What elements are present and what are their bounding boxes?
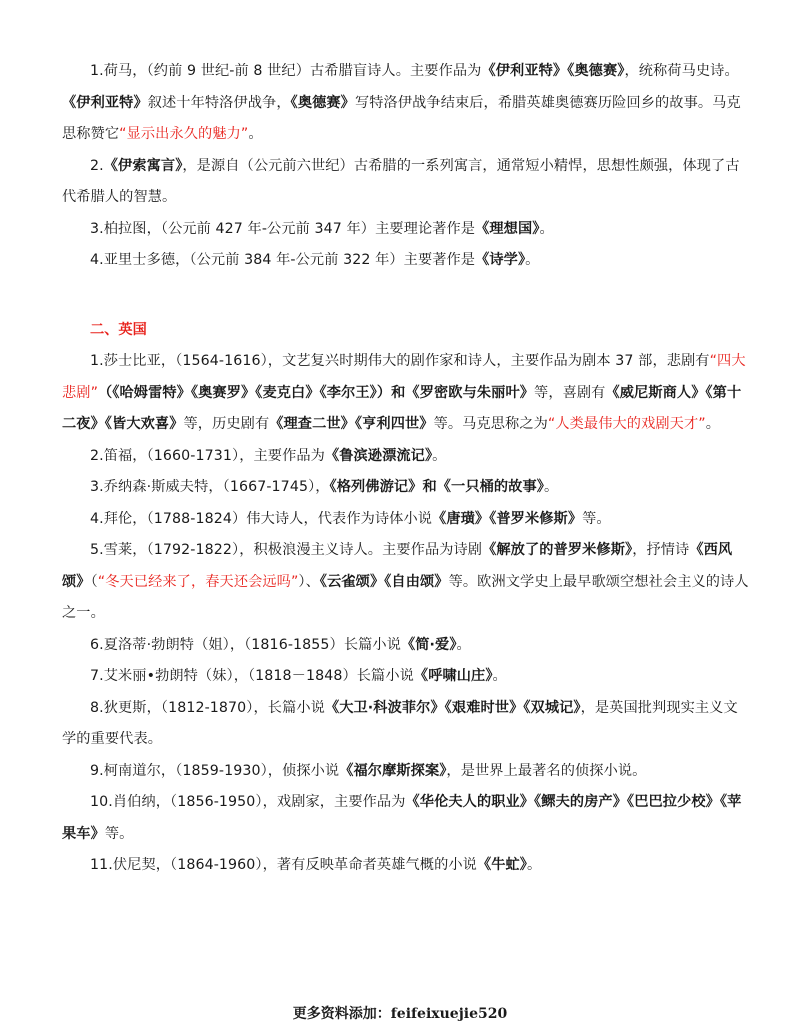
paragraph-aesop: 2.《伊索寓言》，是源自（公元前六世纪）古希腊的一系列寓言，通常短小精悍，思想性颇强，体现了古代希腊人的智慧。: [62, 157, 740, 205]
work-title: 《威尼斯商人》《第十二夜》《皆大欢喜》: [62, 384, 742, 432]
paragraph-homer: 1.荷马，（约前 9 世纪-前 8 世纪）古希腊盲诗人。主要作品为《伊利亚特》《奥德赛》，统称荷马史诗。《伊利亚特》叙述十年特洛伊战争，《奥德赛》写特洛伊战争结束后，希腊英雄奥德赛历险回乡的故事。马克思称赞它“显示出永久的魅力”。: [62, 63, 741, 142]
paragraph-shelley: 5.雪莱，（1792-1822），积极浪漫主义诗人。主要作品为诗剧《解放了的普罗米修斯》，抒情诗《西风颂》（“冬天已经来了，春天还会远吗”）、《云雀颂》《自由颂》等。欧洲文学史上最早歌颂空想社会主义的诗人之一。: [62, 542, 749, 621]
highlight-quote: “冬天已经来了，春天还会远吗”: [97, 573, 299, 590]
paragraph-plato: 3.柏拉图，（公元前 427 年-公元前 347 年）主要理论著作是《理想国》。: [90, 220, 554, 237]
section-heading-england: 二、英国: [90, 321, 147, 338]
paragraph-dickens: 8.狄更斯，（1812-1870），长篇小说《大卫·科波菲尔》《艰难时世》《双城记》，是英国批判现实主义文学的重要代表。: [62, 699, 738, 747]
work-title: 《西风颂》: [62, 542, 733, 590]
work-title: 《鲁滨逊漂流记》: [324, 447, 433, 464]
work-title: 《奥德赛》: [290, 94, 355, 111]
paragraph-shaw: 10.肖伯纳，（1856-1950），戏剧家，主要作品为《华伦夫人的职业》《鳏夫的房产》《巴巴拉少校》《苹果车》等。: [62, 794, 742, 842]
highlight-quote: “人类最伟大的戏剧天才”: [547, 416, 706, 432]
work-title: 《诗学》: [475, 252, 526, 268]
work-title: 《呼啸山庄》: [413, 668, 493, 684]
work-title: 《奥德赛》: [567, 63, 625, 79]
work-title: 《解放了的普罗米修斯》: [482, 542, 633, 558]
work-title: 《理查二世》《亨利四世》: [269, 416, 434, 432]
paragraph-emily-bronte: 7.艾米丽•勃朗特（妹），（1818－1848）长篇小说《呼啸山庄》。: [90, 668, 507, 684]
paragraph-defoe: 2.笛福，（1660-1731），主要作品为《鲁滨逊漂流记》。: [90, 447, 447, 464]
work-title: 《伊利亚特》: [62, 94, 148, 111]
highlight-quote: “显示出永久的魅力”: [119, 126, 249, 142]
work-title: 《大卫·科波菲尔》《艰难时世》《双城记》: [324, 699, 581, 716]
paragraph-aristotle: 4.亚里士多德，（公元前 384 年-公元前 322 年）主要著作是《诗学》。: [90, 252, 540, 268]
paragraph-byron: 4.拜伦，（1788-1824）伟大诗人，代表作为诗体小说《唐璜》《普罗米修斯》等。: [90, 510, 611, 527]
work-title: （《哈姆雷特》《奥赛罗》《麦克白》《李尔王》）和《罗密欧与朱丽叶》: [98, 384, 535, 401]
work-title: 《华伦夫人的职业》《鳏夫的房产》《巴巴拉少校》《苹果车》: [62, 794, 742, 842]
paragraph-charlotte-bronte: 6.夏洛蒂·勃朗特（姐），（1816-1855）长篇小说《简·爱》。: [90, 636, 471, 653]
paragraph-voynich: 11.伏尼契，（1864-1960），著有反映革命者英雄气概的小说《牛虻》。: [90, 857, 542, 873]
highlight-quote: “四大悲剧”: [62, 353, 746, 401]
work-title: 《福尔摩斯探案》: [339, 762, 447, 779]
work-title: 《牛虻》: [476, 857, 527, 873]
paragraph-shakespeare: 1.莎士比亚，（1564-1616），文艺复兴时期伟大的剧作家和诗人，主要作品为剧本 37 部，悲剧有“四大悲剧”（《哈姆雷特》《奥赛罗》《麦克白》《李尔王》）和《罗密欧与朱丽叶》等，喜剧有《威尼斯商人》《第十二夜》《皆大欢喜》等，历史剧有《理查二世》《亨利四世》等。马克思称之为“人类最伟大的戏剧天才”。: [62, 353, 746, 432]
work-title: 《伊索寓言》: [103, 157, 183, 174]
paragraph-swift: 3.乔纳森·斯威夫特，（1667-1745），《格列佛游记》和《一只桶的故事》。: [90, 479, 559, 495]
paragraph-conan-doyle: 9.柯南道尔，（1859-1930），侦探小说《福尔摩斯探案》，是世界上最著名的侦探小说。: [90, 762, 647, 779]
document-body: [62, 56, 750, 882]
work-title: 《简·爱》: [400, 636, 457, 653]
work-title: 《唐璜》《普罗米修斯》: [432, 510, 583, 527]
work-title: 《云雀颂》《自由颂》: [319, 573, 449, 590]
work-title: 《伊利亚特》: [481, 63, 568, 79]
work-title: 《理想国》: [475, 220, 540, 237]
footer-note: 更多资料添加：feifeixuejie520: [292, 1006, 508, 1022]
work-title: 《格列佛游记》和《一只桶的故事》: [329, 479, 544, 495]
